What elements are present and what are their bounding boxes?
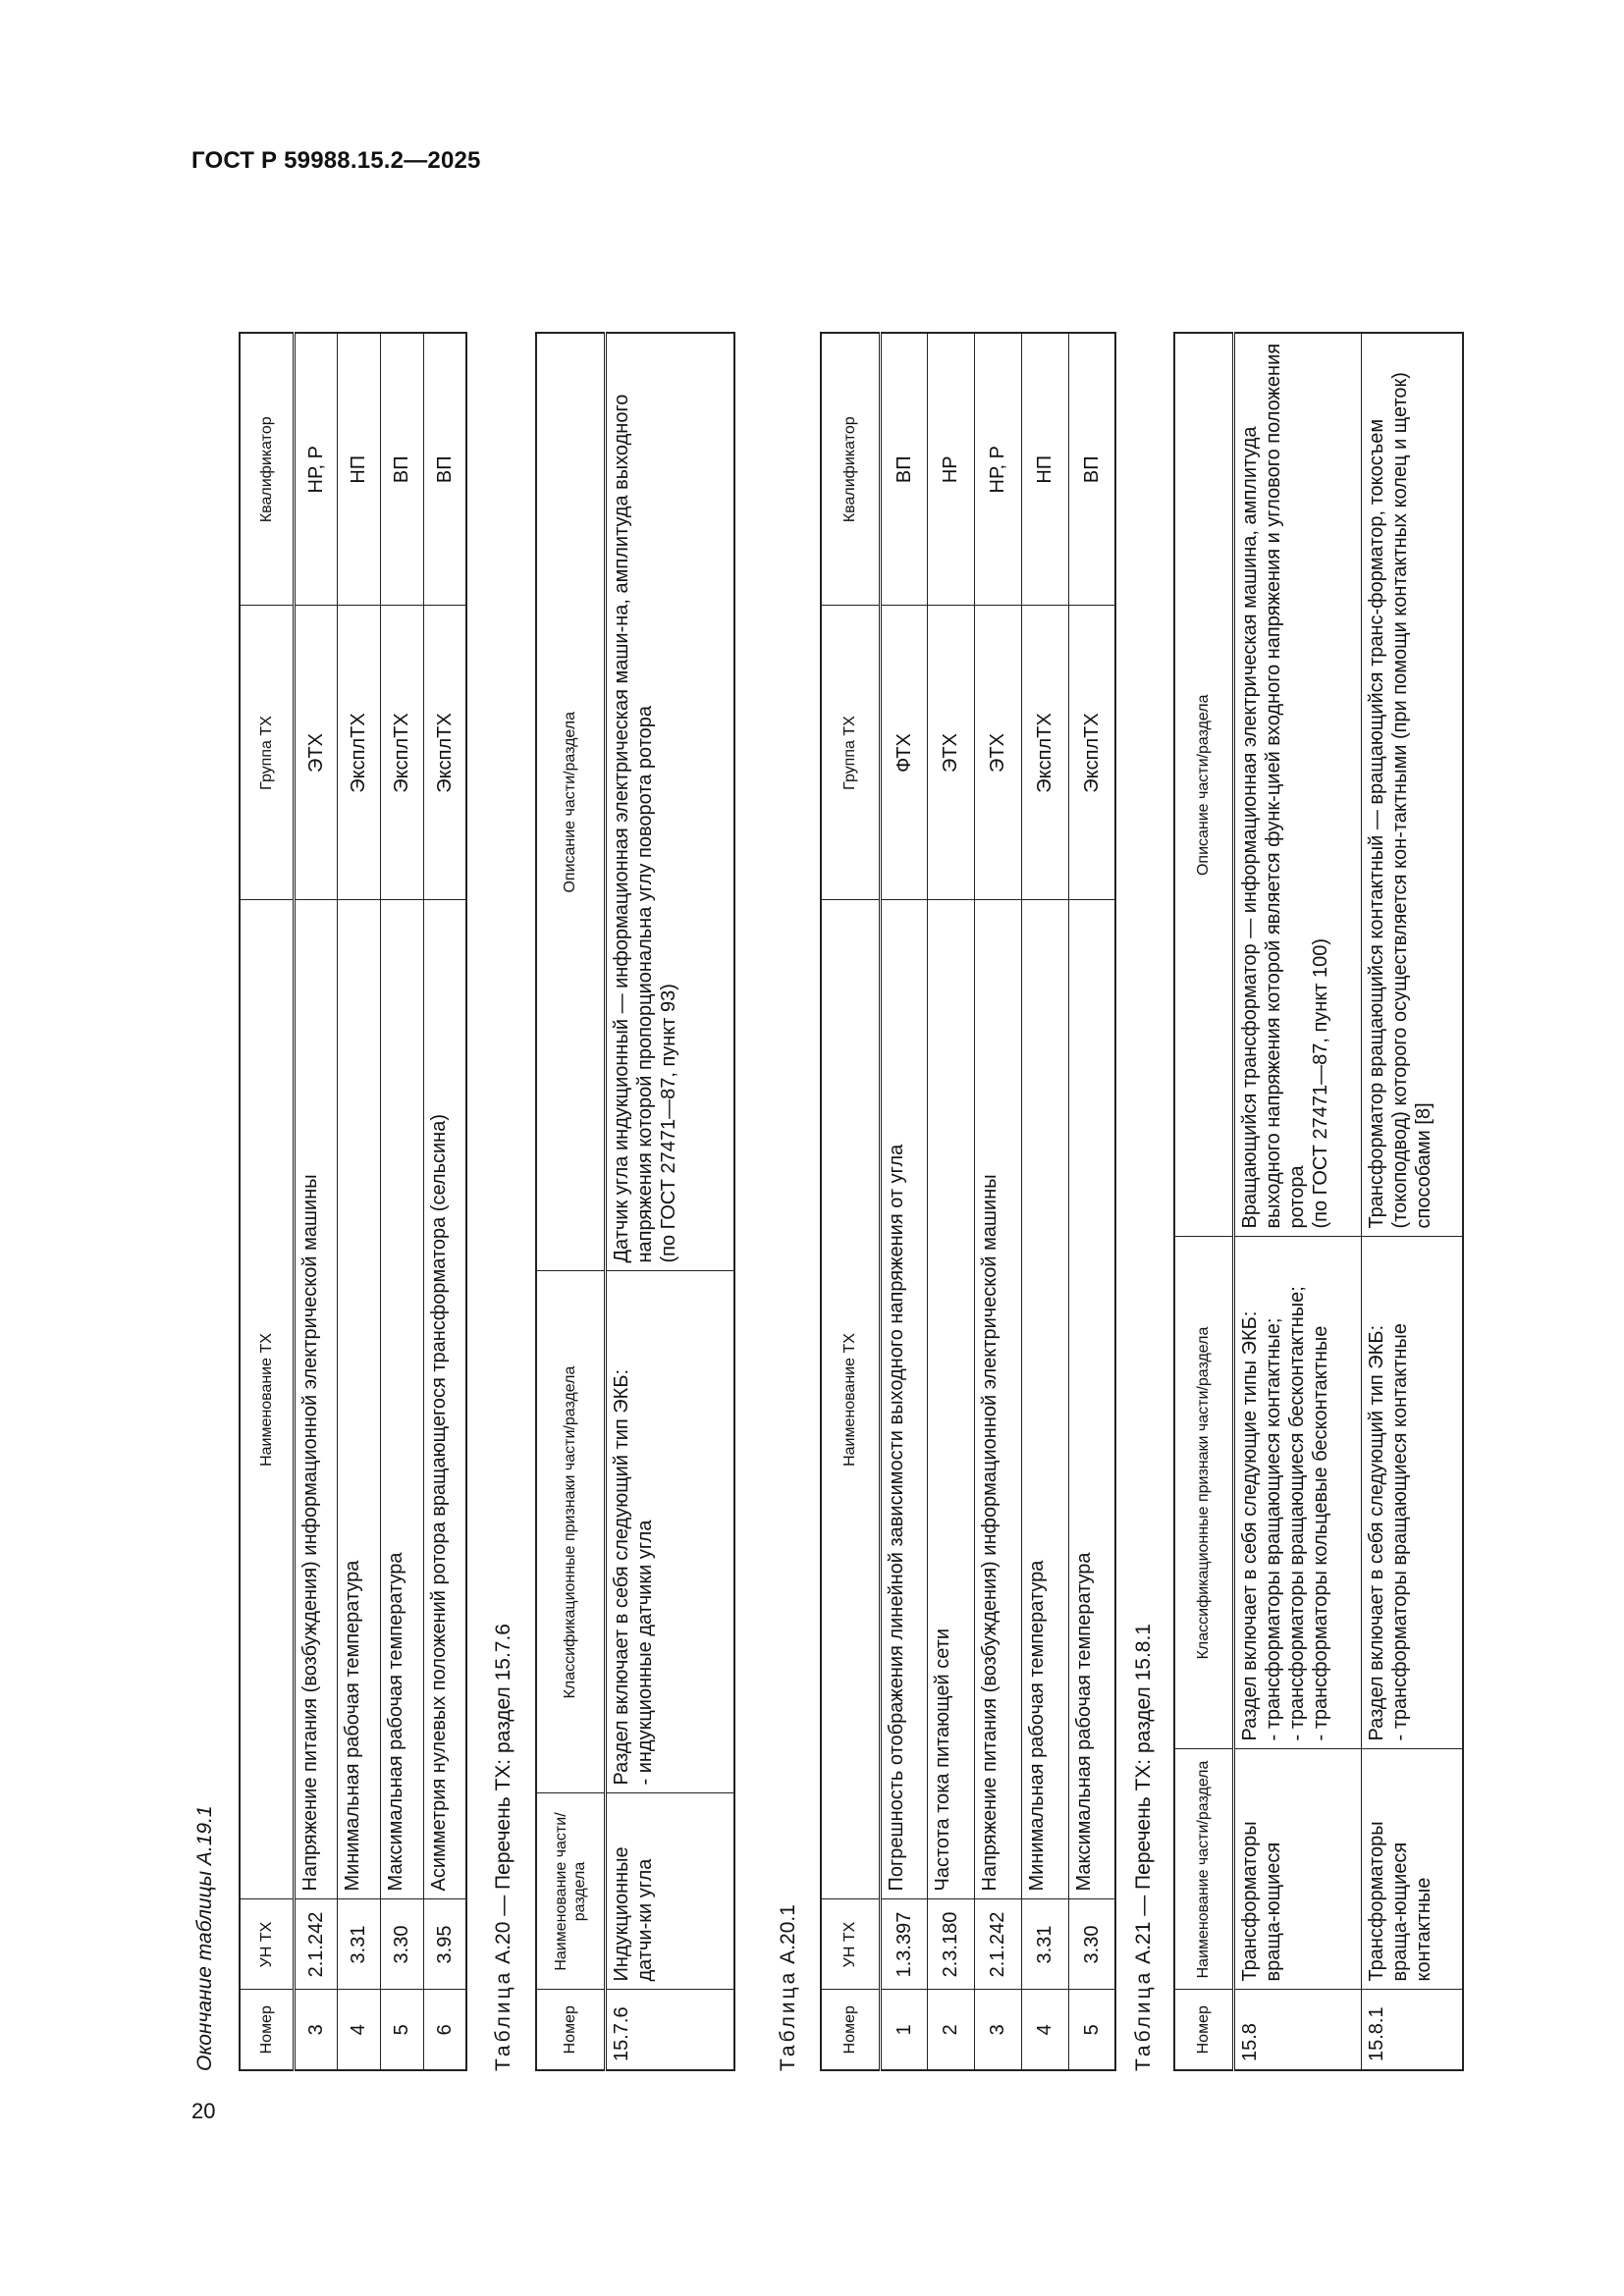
table-row [1068, 333, 1115, 2070]
cell-number: 15.7.6 [605, 1990, 734, 2070]
table-a21-caption-rest: А.21 — Перечень ТХ: раздел 15.8.1 [1132, 1624, 1155, 1970]
cell-qualifier: НР, Р [974, 333, 1021, 606]
table-row [974, 333, 1021, 2070]
header-name-tx: Наименование ТХ [240, 900, 294, 1899]
header-number: Номер [240, 1990, 294, 2070]
cell-qualifier: НП [337, 333, 380, 606]
cell-un-tx: 3.30 [380, 1899, 423, 1990]
cell-number: 15.8 [1233, 1990, 1361, 2070]
table-a21-caption-prefix: Таблица [1132, 1969, 1155, 2071]
cell-name-tx: Асимметрия нулевых положений ротора вращающегося трансформатора (сельсина) [423, 900, 466, 1899]
cell-number: 6 [423, 1990, 466, 2070]
cell-number: 5 [1068, 1990, 1115, 2070]
cell-classification: Раздел включает в себя следующие типы ЭКБ: - трансформаторы вращающиеся контактные; - трансформаторы вращающиеся бесконтактные; - трансформаторы кольцевые бесконтактные [1233, 1237, 1361, 1749]
table-a20 [535, 332, 735, 2071]
cell-qualifier: ВП [1068, 333, 1115, 606]
header-section-name: Наименование части/раздела [1174, 1749, 1233, 1990]
page-number: 20 [191, 2099, 216, 2123]
cell-section-name: Индукционные датчи-ки угла [605, 1793, 734, 1990]
cell-qualifier: НР, Р [294, 333, 337, 606]
header-number: Номер [536, 1990, 605, 2070]
table-row [294, 333, 337, 2070]
table-a19-1 [239, 332, 467, 2071]
cell-group-tx: ЭксплТХ [380, 606, 423, 900]
cell-section-name: Трансформаторы враща-ющиеся контактные [1361, 1749, 1463, 1990]
cell-number: 5 [380, 1990, 423, 2070]
table-row [423, 333, 466, 2070]
cell-group-tx: ФТХ [880, 606, 927, 900]
cell-description: Вращающийся трансформатор — информационная электрическая машина, амплитуда выходного напряжения которой является функ-цией входного напряжения и углового положения ротора (по ГОСТ 27471—87, пункт 100) [1233, 333, 1361, 1237]
cell-number: 15.8.1 [1361, 1990, 1463, 2070]
header-qualifier: Квалификатор [240, 333, 294, 606]
cell-un-tx: 3.95 [423, 1899, 466, 1990]
cell-name-tx: Максимальная рабочая температура [1068, 900, 1115, 1899]
cell-name-tx: Минимальная рабочая температура [1021, 900, 1068, 1899]
header-qualifier: Квалификатор [821, 333, 880, 606]
header-un-tx: УН ТХ [821, 1899, 880, 1990]
header-section-name: Наименование части/ раздела [536, 1793, 605, 1990]
header-un-tx: УН ТХ [240, 1899, 294, 1990]
cell-qualifier: ВП [423, 333, 466, 606]
cell-un-tx: 2.1.242 [294, 1899, 337, 1990]
table-a20-1 [820, 332, 1116, 2071]
cell-un-tx: 2.1.242 [974, 1899, 1021, 1990]
table-row [1233, 333, 1361, 2070]
cell-un-tx: 1.3.397 [880, 1899, 927, 1990]
cell-number: 4 [337, 1990, 380, 2070]
cell-name-tx: Напряжение питания (возбуждения) информационной электрической машины [974, 900, 1021, 1899]
table-row [1361, 333, 1463, 2070]
cell-un-tx: 3.31 [1021, 1899, 1068, 1990]
cell-name-tx: Максимальная рабочая температура [380, 900, 423, 1899]
cell-qualifier: НП [1021, 333, 1068, 606]
rotated-page-body [191, 226, 1468, 2071]
table-a21 [1173, 332, 1464, 2071]
header-number: Номер [821, 1990, 880, 2070]
header-classification: Классификационные признаки части/раздела [536, 1271, 605, 1793]
cell-classification: Раздел включает в себя следующий тип ЭКБ: - индукционные датчики угла [605, 1271, 734, 1793]
cell-qualifier: ВП [380, 333, 423, 606]
cell-classification: Раздел включает в себя следующий тип ЭКБ: - трансформаторы вращающиеся контактные [1361, 1237, 1463, 1749]
cell-un-tx: 3.30 [1068, 1899, 1115, 1990]
table-row [337, 333, 380, 2070]
cell-number: 4 [1021, 1990, 1068, 2070]
cell-number: 3 [294, 1990, 337, 2070]
cell-name-tx: Погрешность отображения линейной зависимости выходного напряжения от угла [880, 900, 927, 1899]
table-row [1021, 333, 1068, 2070]
cell-description: Трансформатор вращающийся контактный — вращающийся транс-форматор, токосъем (токоподвод) которого осуществляется кон-тактными (при помощи контактных колец и щеток) способами [8] [1361, 333, 1463, 1237]
table-row [927, 333, 974, 2070]
header-classification: Классификационные признаки части/раздела [1174, 1237, 1233, 1749]
cell-name-tx: Минимальная рабочая температура [337, 900, 380, 1899]
header-group-tx: Группа ТХ [240, 606, 294, 900]
cell-description: Датчик угла индукционный — информационная электрическая маши-на, амплитуда выходного напряжения которой пропорциональна углу поворота ротора (по ГОСТ 27471—87, пункт 93) [605, 333, 734, 1271]
cell-group-tx: ЭТХ [974, 606, 1021, 900]
table-a19-1-caption: Окончание таблицы А.19.1 [193, 1805, 216, 2071]
cell-number: 2 [927, 1990, 974, 2070]
table-a21-caption [1132, 1624, 1156, 2071]
header-description: Описание части/раздела [536, 333, 605, 1271]
cell-group-tx: ЭксплТХ [337, 606, 380, 900]
cell-group-tx: ЭТХ [927, 606, 974, 900]
cell-section-name: Трансформаторы враща-ющиеся [1233, 1749, 1361, 1990]
cell-number: 1 [880, 1990, 927, 2070]
table-a20-1-caption-prefix: Таблица [777, 1969, 799, 2071]
cell-un-tx: 3.31 [337, 1899, 380, 1990]
table-row [880, 333, 927, 2070]
header-description: Описание части/раздела [1174, 333, 1233, 1237]
cell-number: 3 [974, 1990, 1021, 2070]
table-a20-caption-prefix: Таблица [492, 1969, 514, 2071]
header-number: Номер [1174, 1990, 1233, 2070]
cell-qualifier: НР [927, 333, 974, 606]
cell-name-tx: Напряжение питания (возбуждения) информационной электрической машины [294, 900, 337, 1899]
document-header: ГОСТ Р 59988.15.2—2025 [191, 147, 481, 174]
table-a20-caption-rest: А.20 — Перечень ТХ: раздел 15.7.6 [492, 1624, 514, 1970]
header-group-tx: Группа ТХ [821, 606, 880, 900]
cell-group-tx: ЭксплТХ [1068, 606, 1115, 900]
table-a20-1-caption-rest: А.20.1 [777, 1904, 799, 1970]
cell-qualifier: ВП [880, 333, 927, 606]
table-row [605, 333, 734, 2070]
table-row [380, 333, 423, 2070]
cell-group-tx: ЭксплТХ [1021, 606, 1068, 900]
table-a20-caption [492, 1624, 515, 2071]
cell-group-tx: ЭксплТХ [423, 606, 466, 900]
cell-un-tx: 2.3.180 [927, 1899, 974, 1990]
header-name-tx: Наименование ТХ [821, 900, 880, 1899]
cell-name-tx: Частота тока питающей сети [927, 900, 974, 1899]
cell-group-tx: ЭТХ [294, 606, 337, 900]
table-a20-1-caption [777, 1904, 800, 2071]
